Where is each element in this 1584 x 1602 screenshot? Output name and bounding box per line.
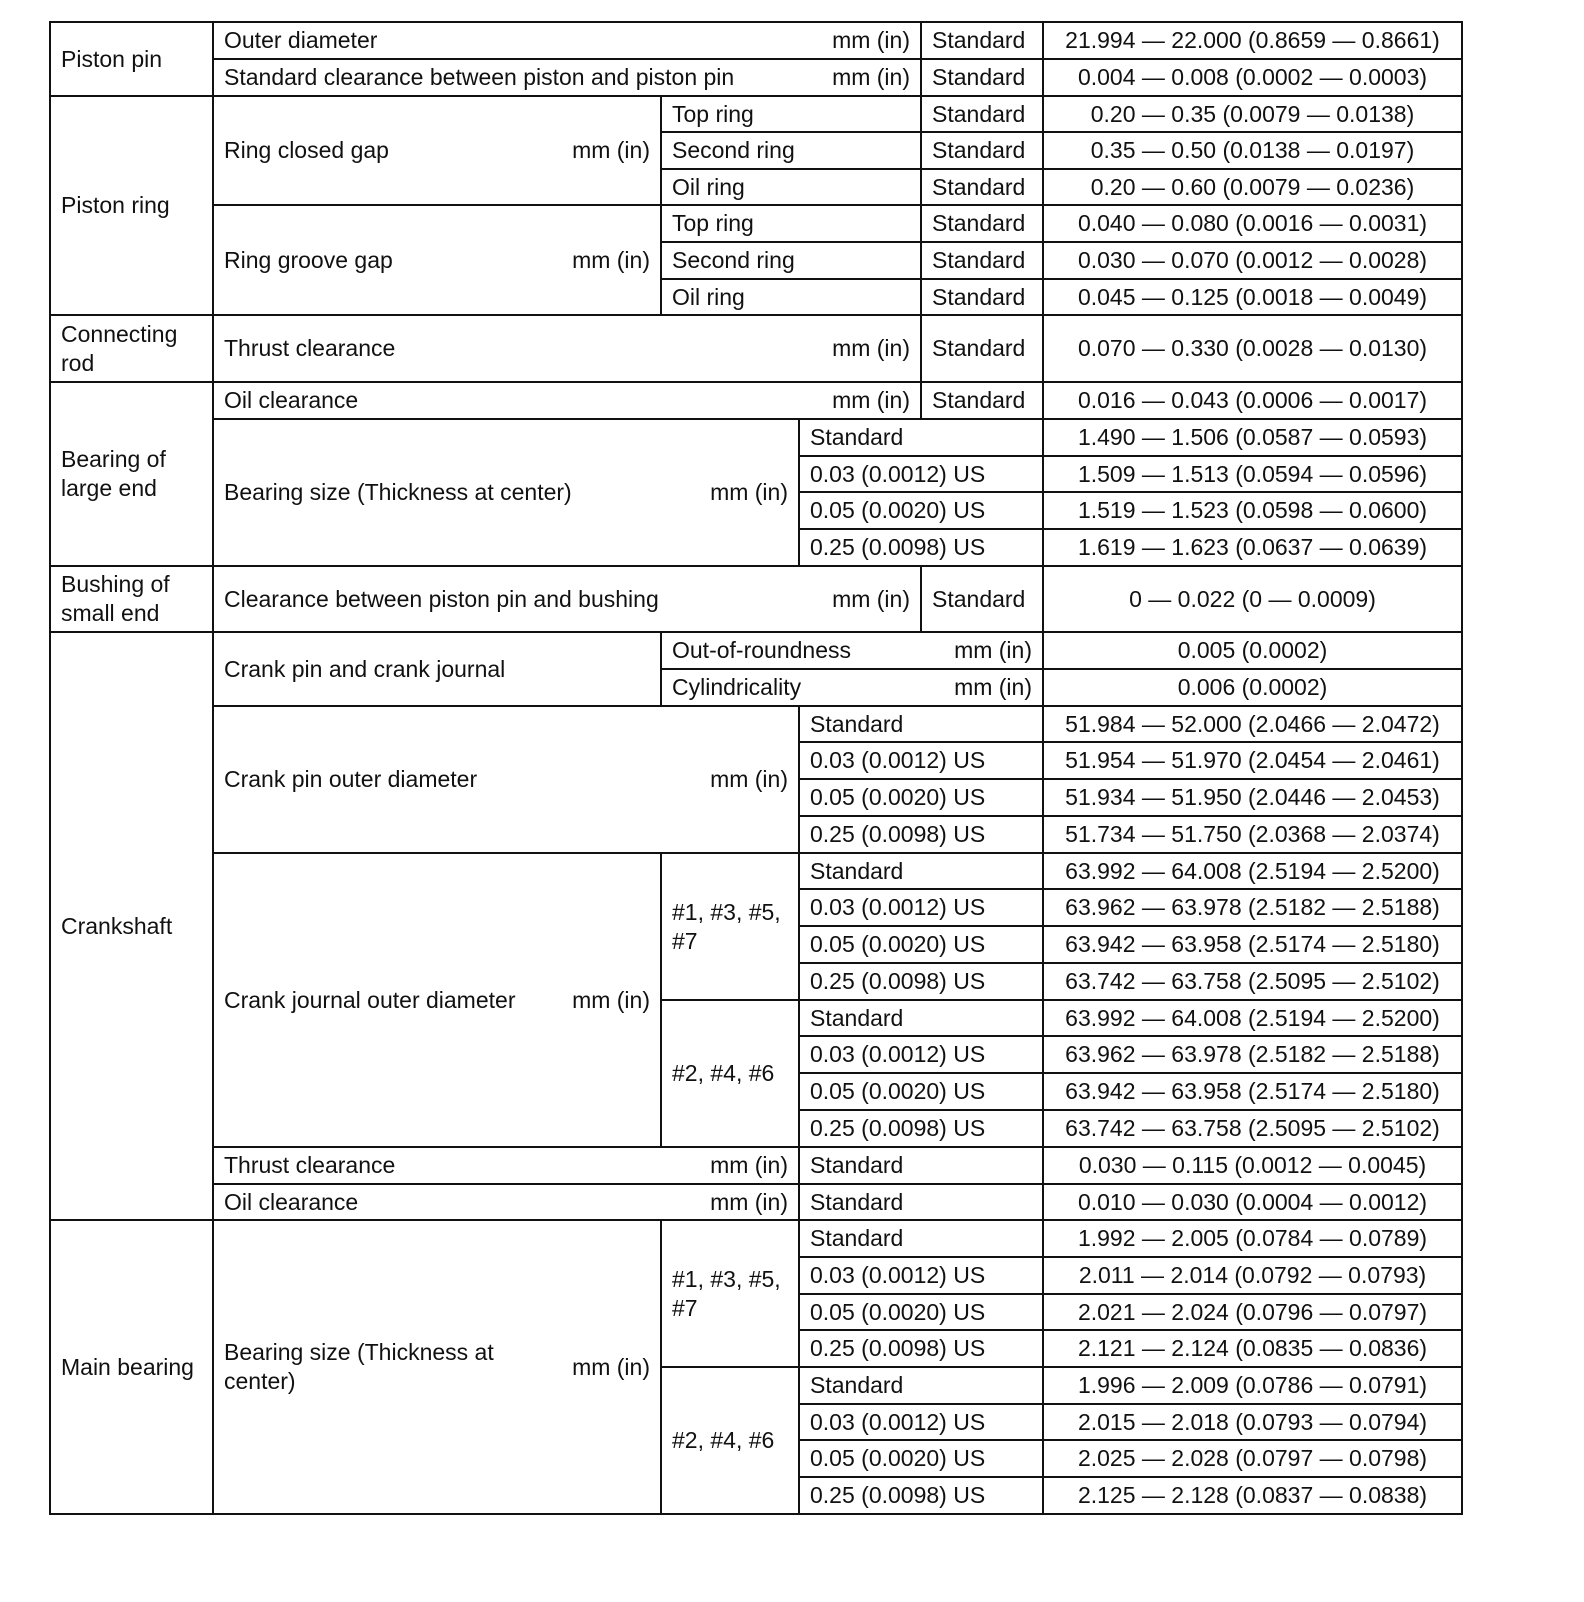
cell-text: Bearing size (Thickness at center) — [224, 1339, 494, 1394]
cell-text: Standard — [810, 710, 904, 737]
value — [1042, 668, 1463, 707]
value — [1042, 491, 1463, 530]
cell-text: Bearing size (Thickness at center) — [224, 479, 572, 505]
size-grade — [798, 1109, 1044, 1148]
value — [1042, 925, 1463, 964]
cell-text: Standard — [810, 424, 904, 450]
sub-item — [660, 95, 922, 133]
cell-text: 0.35 — 0.50 (0.0138 — 0.0197) — [1090, 137, 1415, 163]
cell-text: Standard — [932, 210, 1026, 236]
condition — [920, 204, 1044, 243]
size-grade — [798, 815, 1044, 854]
condition — [920, 565, 1044, 633]
cell-text: 1.509 — 1.513 (0.0594 — 0.0596) — [1077, 460, 1428, 487]
value — [1042, 95, 1463, 133]
value — [1042, 1476, 1463, 1515]
cell-text: Main bearing — [61, 1353, 194, 1380]
value — [1042, 1293, 1463, 1331]
unit-label: mm (in) — [710, 1152, 788, 1178]
cell-text: Standard — [932, 137, 1026, 163]
cell-text: Bearing of large end — [61, 446, 166, 501]
cell-text: Piston ring — [61, 192, 170, 218]
value — [1042, 455, 1463, 493]
condition — [920, 241, 1044, 280]
cell-text: 0.20 — 0.35 (0.0079 — 0.0138) — [1090, 100, 1415, 127]
condition — [920, 278, 1044, 316]
condition — [798, 1183, 1044, 1221]
cell-text: Outer diameter — [224, 27, 378, 53]
value — [1042, 1329, 1463, 1368]
value — [1042, 852, 1463, 890]
unit-label: mm (in) — [572, 137, 650, 163]
section-main-bearing — [49, 1219, 214, 1515]
cell-text: 63.992 — 64.008 (2.5194 — 2.5200) — [1065, 1004, 1440, 1031]
cell-text: Standard — [932, 585, 1026, 612]
cell-text: 63.742 — 63.758 (2.5095 — 2.5102) — [1065, 1115, 1440, 1141]
condition — [920, 381, 1044, 420]
value — [1042, 1256, 1463, 1295]
cell-text: 0.05 (0.0020) US — [810, 1078, 986, 1104]
cell-text: Crankshaft — [61, 912, 173, 939]
condition — [798, 1146, 1044, 1185]
value — [1042, 705, 1463, 743]
cell-text: Cylindricality — [672, 674, 802, 700]
cell-text: 0.05 (0.0020) US — [810, 784, 986, 810]
condition — [920, 314, 1044, 383]
condition — [920, 131, 1044, 170]
cell-text: Oil ring — [672, 283, 745, 310]
value — [1042, 565, 1463, 633]
cell-text: Top ring — [672, 100, 754, 127]
value — [1042, 1072, 1463, 1111]
value — [1042, 631, 1463, 670]
cell-text: Ring groove gap — [224, 246, 393, 273]
cell-text: Thrust clearance — [224, 335, 396, 361]
value — [1042, 1035, 1463, 1074]
size-grade — [798, 852, 1044, 890]
unit-label: mm (in) — [832, 585, 910, 612]
item-crank-pin-od — [212, 705, 800, 854]
size-grade — [798, 888, 1044, 927]
sub-item — [660, 241, 922, 280]
size-grade — [798, 741, 1044, 780]
cell-text: Standard — [932, 387, 1026, 413]
unit-label: mm (in) — [954, 637, 1032, 663]
item-oil-clearance — [212, 381, 922, 420]
cell-text: 63.962 — 63.978 (2.5182 — 2.5188) — [1065, 894, 1440, 920]
value — [1042, 1366, 1463, 1405]
cell-text: Oil clearance — [224, 387, 359, 413]
cell-text: 51.934 — 51.950 (2.0446 — 2.0453) — [1065, 784, 1440, 810]
cell-text: 0.045 — 0.125 (0.0018 — 0.0049) — [1077, 283, 1428, 310]
size-grade — [798, 455, 1044, 493]
value — [1042, 131, 1463, 170]
cell-text: Second ring — [672, 247, 795, 273]
cell-text: 51.984 — 52.000 (2.0466 — 2.0472) — [1065, 710, 1440, 737]
cell-text: Oil ring — [672, 173, 745, 200]
value — [1042, 778, 1463, 817]
size-grade — [798, 1439, 1044, 1478]
value — [1042, 1403, 1463, 1441]
cell-text: #1, #3, #5, #7 — [672, 1265, 781, 1321]
cell-text: 0.03 (0.0012) US — [810, 894, 986, 920]
size-grade — [798, 1219, 1044, 1258]
cell-text: Top ring — [672, 210, 754, 236]
cell-text: 2.015 — 2.018 (0.0793 — 0.0794) — [1077, 1408, 1428, 1435]
value — [1042, 418, 1463, 457]
cell-text: Standard — [932, 27, 1026, 53]
cell-text: #1, #3, #5, #7 — [672, 898, 781, 954]
cell-text: 2.121 — 2.124 (0.0835 — 0.0836) — [1077, 1335, 1428, 1361]
journal-group — [660, 852, 800, 1001]
value — [1042, 278, 1463, 316]
cell-text: 0.05 (0.0020) US — [810, 931, 986, 957]
cell-text: Out-of-roundness — [672, 637, 851, 663]
value — [1042, 168, 1463, 206]
cell-text: 2.125 — 2.128 (0.0837 — 0.0838) — [1077, 1482, 1428, 1508]
cell-text: 0.25 (0.0098) US — [810, 534, 986, 560]
cell-text: Ring closed gap — [224, 137, 389, 163]
cell-text: Piston pin — [61, 45, 163, 72]
cell-text: 0.004 — 0.008 (0.0002 — 0.0003) — [1077, 64, 1428, 90]
size-grade — [798, 1256, 1044, 1295]
cell-text: Crank journal outer diameter — [224, 986, 516, 1013]
cell-text: 51.734 — 51.750 (2.0368 — 2.0374) — [1065, 821, 1440, 847]
size-grade — [798, 1476, 1044, 1515]
cell-text: 63.962 — 63.978 (2.5182 — 2.5188) — [1065, 1041, 1440, 1067]
value — [1042, 1183, 1463, 1221]
cell-text: 63.942 — 63.958 (2.5174 — 2.5180) — [1065, 1078, 1440, 1104]
value — [1042, 962, 1463, 1001]
cell-text: 0.016 — 0.043 (0.0006 — 0.0017) — [1077, 387, 1428, 413]
item-bearing-size — [212, 418, 800, 567]
journal-group — [660, 1366, 800, 1515]
size-grade — [798, 925, 1044, 964]
cell-text: 0.05 (0.0020) US — [810, 1445, 986, 1471]
unit-label: mm (in) — [572, 1353, 650, 1380]
cell-text: Standard — [810, 1372, 904, 1398]
cell-text: Standard — [810, 1004, 904, 1031]
cell-text: 0.03 (0.0012) US — [810, 460, 986, 487]
journal-group — [660, 1219, 800, 1368]
cell-text: Standard — [810, 1152, 904, 1178]
cell-text: 0.030 — 0.070 (0.0012 — 0.0028) — [1077, 247, 1428, 273]
item-outer-diameter — [212, 21, 922, 60]
cell-text: #2, #4, #6 — [672, 1427, 775, 1453]
item-piston-pin-clearance — [212, 58, 922, 97]
cell-text: Standard — [932, 100, 1026, 127]
size-grade — [798, 1035, 1044, 1074]
item-crankshaft-thrust-clearance — [212, 1146, 800, 1185]
cell-text: 0.25 (0.0098) US — [810, 968, 986, 994]
sub-item — [660, 131, 922, 170]
size-grade — [798, 962, 1044, 1001]
value — [1042, 888, 1463, 927]
section-bushing-small-end — [49, 565, 214, 633]
unit-label: mm (in) — [954, 674, 1032, 700]
cell-text: #2, #4, #6 — [672, 1060, 775, 1086]
cell-text: 1.996 — 2.009 (0.0786 — 0.0791) — [1077, 1372, 1428, 1398]
unit-label: mm (in) — [832, 64, 910, 90]
unit-label: mm (in) — [710, 479, 788, 505]
size-grade — [798, 1366, 1044, 1405]
value — [1042, 204, 1463, 243]
cell-text: Thrust clearance — [224, 1152, 396, 1178]
cell-text: Standard — [810, 1188, 904, 1215]
value — [1042, 815, 1463, 854]
cell-text: Standard — [932, 283, 1026, 310]
value — [1042, 1219, 1463, 1258]
unit-label: mm (in) — [710, 766, 788, 792]
section-piston-ring — [49, 95, 214, 316]
cell-text: 0.070 — 0.330 (0.0028 — 0.0130) — [1077, 335, 1428, 361]
cell-text: 63.742 — 63.758 (2.5095 — 2.5102) — [1065, 968, 1440, 994]
cell-text: 0.005 (0.0002) — [1177, 637, 1328, 663]
sub-item — [660, 668, 1044, 707]
value — [1042, 999, 1463, 1037]
size-grade — [798, 491, 1044, 530]
cell-text: 0.03 (0.0012) US — [810, 1041, 986, 1067]
cell-text: 0.03 (0.0012) US — [810, 1408, 986, 1435]
cell-text: 0.20 — 0.60 (0.0079 — 0.0236) — [1090, 173, 1415, 200]
cell-text: 2.025 — 2.028 (0.0797 — 0.0798) — [1077, 1445, 1428, 1471]
cell-text: 1.519 — 1.523 (0.0598 — 0.0600) — [1077, 497, 1428, 523]
cell-text: 0.25 (0.0098) US — [810, 1335, 986, 1361]
size-grade — [798, 1293, 1044, 1331]
sub-item — [660, 631, 1044, 670]
cell-text: 1.490 — 1.506 (0.0587 — 0.0593) — [1077, 424, 1428, 450]
unit-label: mm (in) — [832, 335, 910, 361]
cell-text: 63.992 — 64.008 (2.5194 — 2.5200) — [1065, 857, 1440, 884]
cell-text: Second ring — [672, 137, 795, 163]
item-bushing-clearance — [212, 565, 922, 633]
cell-text: 0.05 (0.0020) US — [810, 1298, 986, 1325]
condition — [920, 168, 1044, 206]
value — [1042, 528, 1463, 567]
value — [1042, 314, 1463, 383]
value — [1042, 1109, 1463, 1148]
cell-text: 1.992 — 2.005 (0.0784 — 0.0789) — [1077, 1225, 1428, 1251]
value — [1042, 21, 1463, 60]
cell-text: 0.25 (0.0098) US — [810, 821, 986, 847]
cell-text: 0.25 (0.0098) US — [810, 1115, 986, 1141]
cell-text: Oil clearance — [224, 1188, 359, 1215]
value — [1042, 1146, 1463, 1185]
size-grade — [798, 778, 1044, 817]
cell-text: Standard — [932, 335, 1026, 361]
section-bearing-large-end — [49, 381, 214, 567]
cell-text: Standard — [810, 857, 904, 884]
cell-text: 51.954 — 51.970 (2.0454 — 2.0461) — [1065, 747, 1440, 773]
cell-text: 0.040 — 0.080 (0.0016 — 0.0031) — [1077, 210, 1428, 236]
unit-label: mm (in) — [710, 1188, 788, 1215]
cell-text: Standard — [932, 247, 1026, 273]
cell-text: Clearance between piston pin and bushing — [224, 585, 659, 612]
sub-item — [660, 168, 922, 206]
section-connecting-rod — [49, 314, 214, 383]
sub-item — [660, 278, 922, 316]
cell-text: Crank pin outer diameter — [224, 766, 478, 792]
cell-text: 0.03 (0.0012) US — [810, 1262, 986, 1288]
value — [1042, 58, 1463, 97]
unit-label: mm (in) — [572, 246, 650, 273]
cell-text: 0.030 — 0.115 (0.0012 — 0.0045) — [1078, 1152, 1427, 1178]
cell-text: Standard clearance between piston and piston pin — [224, 64, 735, 90]
unit-label: mm (in) — [832, 27, 910, 53]
cell-text: 0.010 — 0.030 (0.0004 — 0.0012) — [1077, 1188, 1428, 1215]
cell-text: 63.942 — 63.958 (2.5174 — 2.5180) — [1065, 931, 1440, 957]
item-crank-journal-od — [212, 852, 662, 1148]
sub-item — [660, 204, 922, 243]
cell-text: 1.619 — 1.623 (0.0637 — 0.0639) — [1077, 534, 1428, 560]
size-grade — [798, 528, 1044, 567]
cell-text: Standard — [932, 64, 1026, 90]
section-crankshaft — [49, 631, 214, 1221]
size-grade — [798, 418, 1044, 457]
size-grade — [798, 1329, 1044, 1368]
size-grade — [798, 1403, 1044, 1441]
cell-text: 2.021 — 2.024 (0.0796 — 0.0797) — [1077, 1298, 1428, 1325]
cell-text: Bushing of small end — [61, 571, 170, 626]
item-crankshaft-oil-clearance — [212, 1183, 800, 1221]
item-thrust-clearance — [212, 314, 922, 383]
cell-text: Crank pin and crank journal — [224, 655, 506, 682]
value — [1042, 241, 1463, 280]
item-ring-groove-gap — [212, 204, 662, 316]
cell-text: 0 — 0.022 (0 — 0.0009) — [1129, 585, 1376, 612]
size-grade — [798, 705, 1044, 743]
cell-text: 0.006 (0.0002) — [1177, 674, 1328, 700]
unit-label: mm (in) — [832, 387, 910, 413]
cell-text: 21.994 — 22.000 (0.8659 — 0.8661) — [1065, 27, 1440, 53]
value — [1042, 1439, 1463, 1478]
size-grade — [798, 1072, 1044, 1111]
size-grade — [798, 999, 1044, 1037]
section-piston-pin — [49, 21, 214, 97]
cell-text: Standard — [810, 1225, 904, 1251]
condition — [920, 21, 1044, 60]
journal-group — [660, 999, 800, 1148]
cell-text: 0.05 (0.0020) US — [810, 497, 986, 523]
unit-label: mm (in) — [572, 986, 650, 1013]
item-crank-pin-journal — [212, 631, 662, 707]
value — [1042, 741, 1463, 780]
condition — [920, 58, 1044, 97]
cell-text: 0.25 (0.0098) US — [810, 1482, 986, 1508]
cell-text: Standard — [932, 173, 1026, 200]
item-ring-closed-gap — [212, 95, 662, 206]
item-main-bearing-size — [212, 1219, 662, 1515]
cell-text: Connecting rod — [61, 320, 178, 376]
cell-text: 2.011 — 2.014 (0.0792 — 0.0793) — [1078, 1262, 1427, 1288]
cell-text: 0.03 (0.0012) US — [810, 747, 986, 773]
condition — [920, 95, 1044, 133]
value — [1042, 381, 1463, 420]
